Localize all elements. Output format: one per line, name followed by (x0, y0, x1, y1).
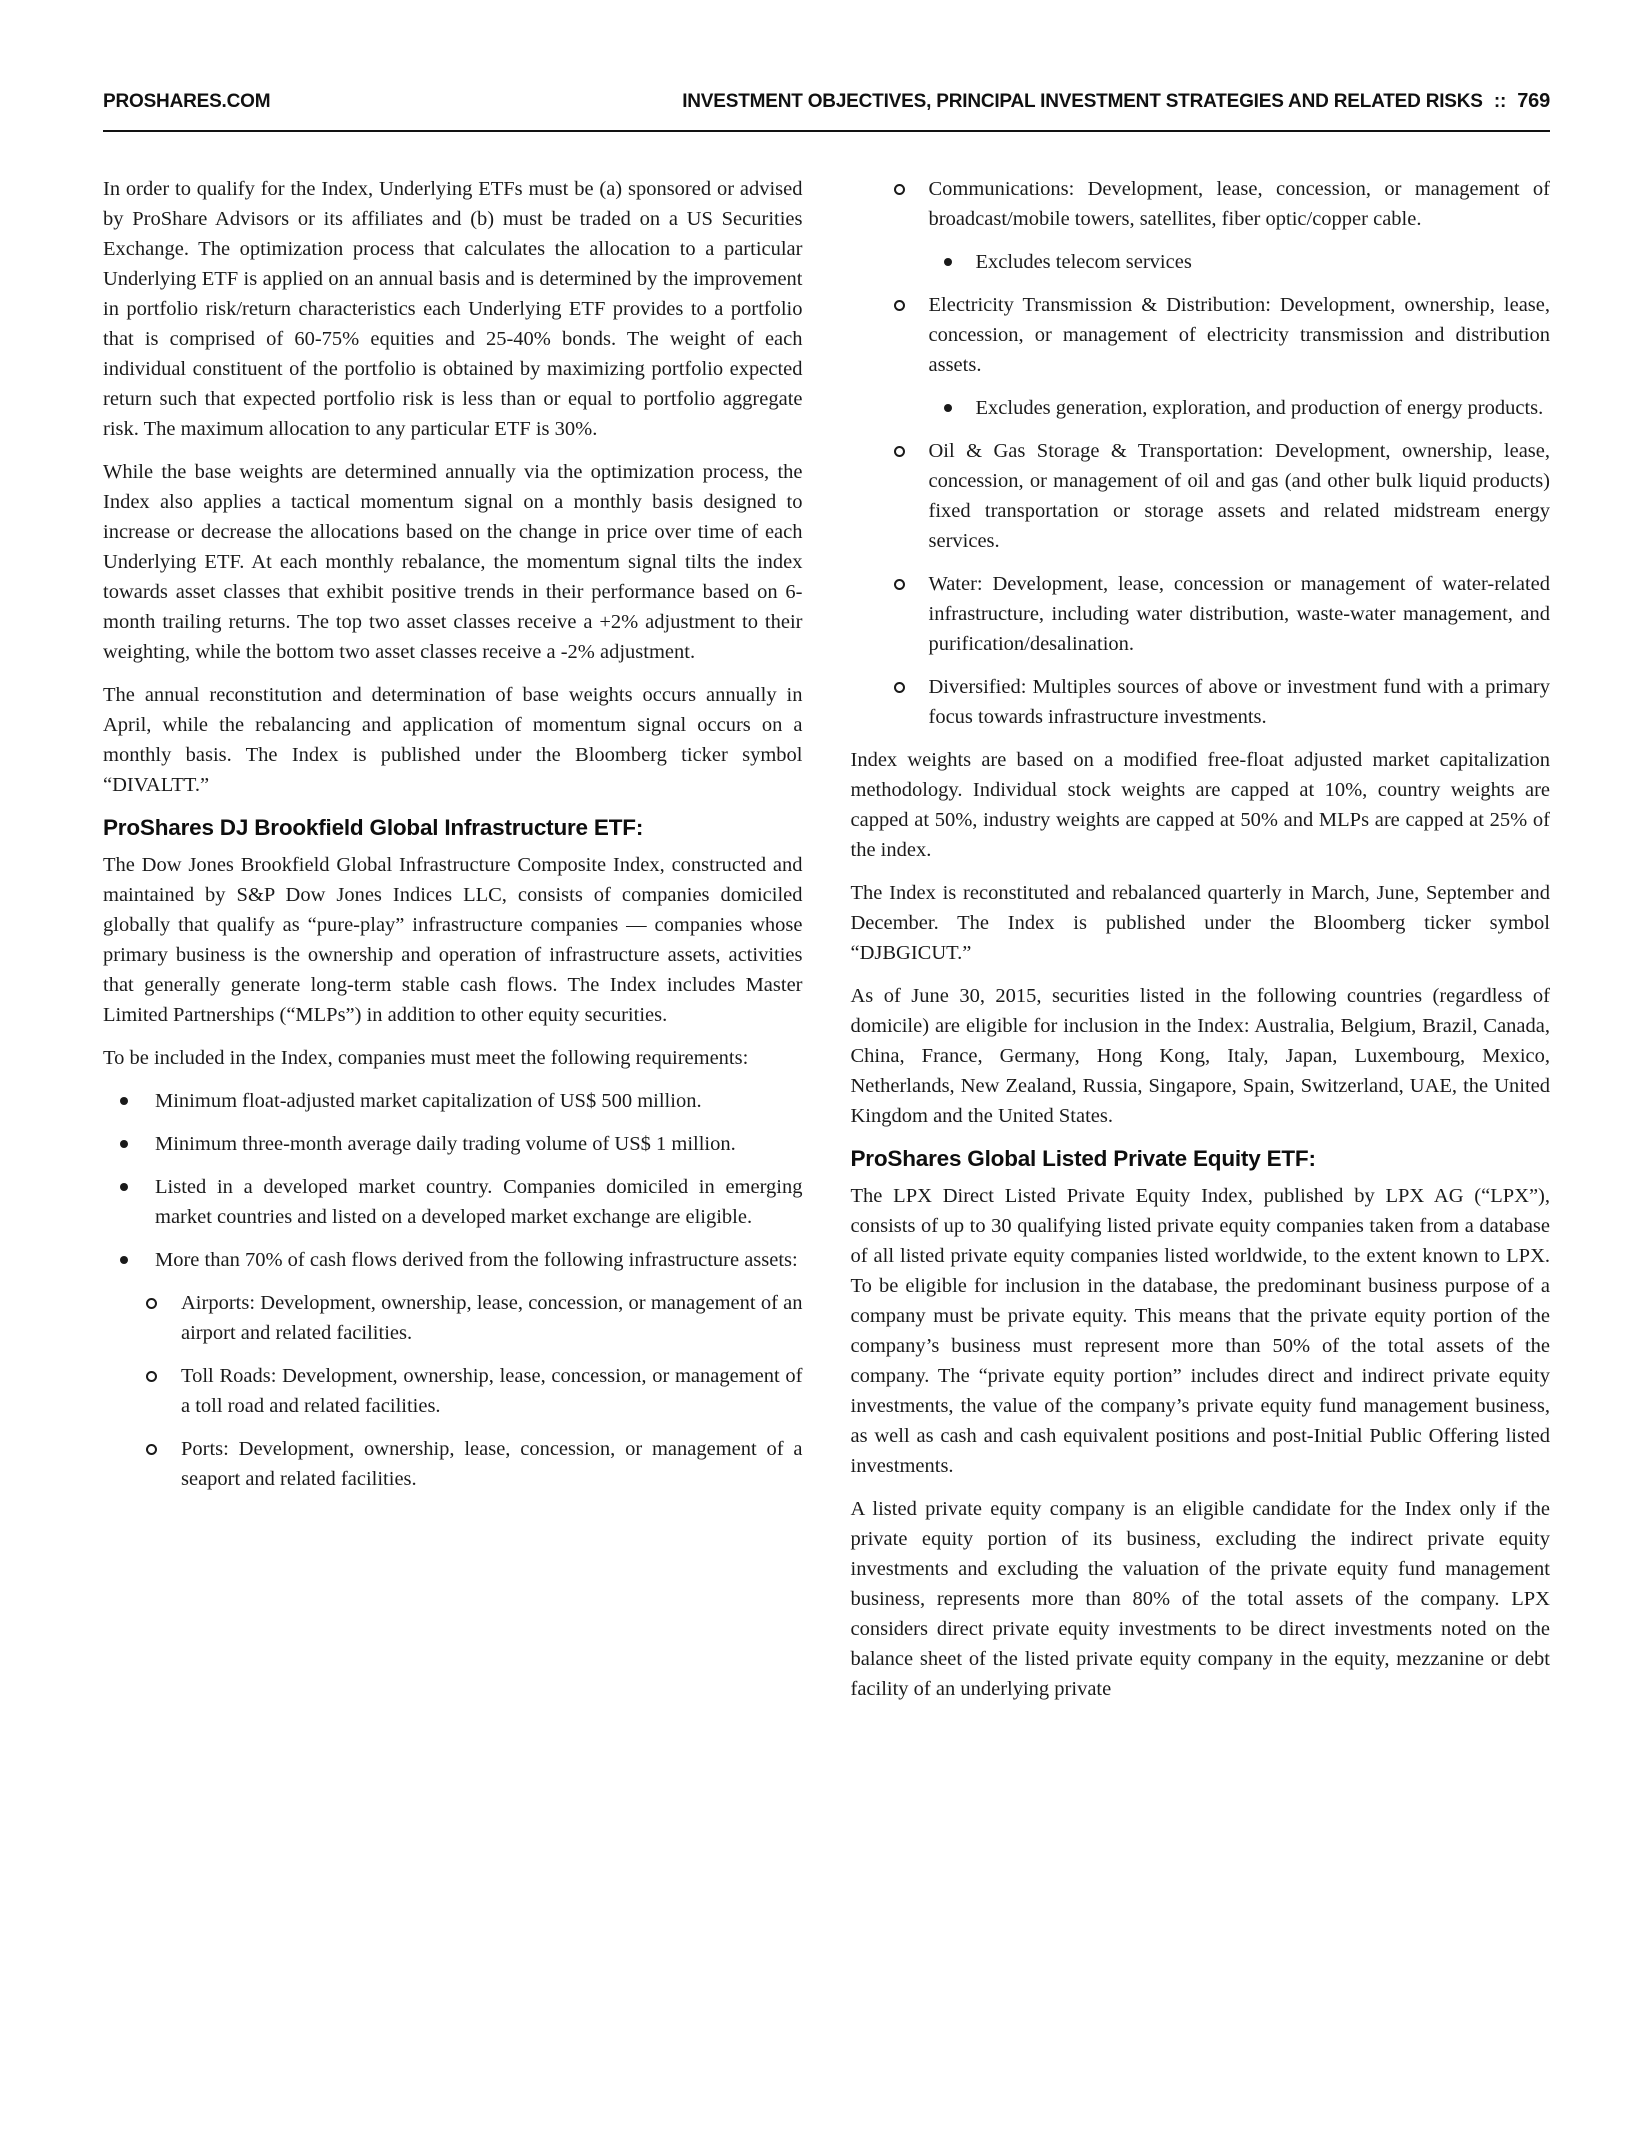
paragraph: Index weights are based on a modified free-float adjusted market capitalization methodology. Individual stock weights are capped at 10%, country weights are capped at 50%, industry weights are capped at 50% and MLPs are capped at 25% of the index. (850, 749, 1550, 861)
circle-bullet-icon (145, 1288, 181, 1348)
bullet-text: Oil & Gas Storage & Transportation: Development, ownership, lease, concession, or management of oil and gas (and other bulk liquid products) fixed transportation or storage assets and related midstream energy services. (928, 440, 1550, 552)
circle-bullet-icon (145, 1434, 181, 1494)
right-column (851, 174, 1551, 1717)
bullet-item (851, 247, 1551, 277)
bullet-icon (943, 247, 976, 277)
site-name: PROSHARES.COM (103, 91, 271, 112)
bullet-text: Diversified: Multiples sources of above or investment fund with a primary focus towards infrastructure investments. (928, 676, 1550, 728)
bullet-item (851, 393, 1551, 423)
paragraph: In order to qualify for the Index, Underlying ETFs must be (a) sponsored or advised by ProShare Advisors or its affiliates and (b) must be traded on a US Securities Exchange. The optimization process that calculates the allocation to a particular Underlying ETF is applied on an annual basis and is determined by the improvement in portfolio risk/return characteristics each Underlying ETF provides to a portfolio that is comprised of 60-75% equities and 25-40% bonds. The weight of each individual constituent of the portfolio is obtained by maximizing portfolio expected return such that expected portfolio risk is less than or equal to portfolio aggregate risk. The maximum allocation to any particular ETF is 30%. (103, 178, 803, 440)
running-header (682, 90, 1550, 113)
paragraph: While the base weights are determined annually via the optimization process, the Index also applies a tactical momentum signal on a monthly basis designed to increase or decrease the allocations based on the change in price over time of each Underlying ETF. At each monthly rebalance, the momentum signal tilts the index towards asset classes that exhibit positive trends in their performance based on 6-month trailing returns. The top two asset classes receive a +2% adjustment to their weighting, while the bottom two asset classes receive a -2% adjustment. (103, 461, 803, 663)
paragraph: A listed private equity company is an eligible candidate for the Index only if the private equity portion of its business, excluding the indirect private equity investments and excluding the valuation of the private equity fund management business, represents more than 80% of the total assets of the company. LPX considers direct private equity investments to be direct investments noted on the balance sheet of the listed private equity company in the equity, mezzanine or debt facility of an underlying private (850, 1498, 1550, 1700)
bullet-item (103, 1086, 803, 1116)
circle-bullet-item (103, 1288, 803, 1348)
bullet-icon (119, 1129, 155, 1159)
paragraph: The Index is reconstituted and rebalanced quarterly in March, June, September and December. The Index is published under the Bloomberg ticker symbol “DJBGICUT.” (850, 882, 1550, 964)
bullet-text: Excludes telecom services (975, 251, 1192, 273)
paragraph: The Dow Jones Brookfield Global Infrastructure Composite Index, constructed and maintained by S&P Dow Jones Indices LLC, consists of companies domiciled globally that qualify as “pure-play” infrastructure companies — companies whose primary business is the ownership and operation of infrastructure assets, activities that generally generate long-term stable cash flows. The Index includes Master Limited Partnerships (“MLPs”) in addition to other equity securities. (103, 854, 803, 1026)
header-separator: :: (1493, 91, 1507, 112)
paragraph: To be included in the Index, companies must meet the following requirements: (103, 1047, 749, 1069)
bullet-text: Toll Roads: Development, ownership, lease, concession, or management of a toll road and related facilities. (181, 1365, 803, 1417)
section-heading: ProShares Global Listed Private Equity ETF: (850, 1146, 1316, 1171)
circle-bullet-item (103, 1434, 803, 1494)
bullet-text: Airports: Development, ownership, lease, concession, or management of an airport and related facilities. (181, 1292, 803, 1344)
circle-bullet-item (851, 290, 1551, 380)
bullet-text: Minimum three-month average daily trading volume of US$ 1 million. (155, 1133, 736, 1155)
circle-bullet-icon (893, 569, 929, 659)
circle-bullet-icon (893, 672, 929, 732)
bullet-icon (119, 1086, 155, 1116)
circle-bullet-icon (893, 436, 929, 556)
two-column-body (103, 174, 1550, 1717)
paragraph: As of June 30, 2015, securities listed in the following countries (regardless of domicile) are eligible for inclusion in the Index: Australia, Belgium, Brazil, Canada, China, France, Germany, Hong Kong, Italy, Japan, Luxembourg, Mexico, Netherlands, New Zealand, Russia, Singapore, Spain, Switzerland, UAE, the United Kingdom and the United States. (850, 985, 1550, 1127)
bullet-text: Listed in a developed market country. Companies domiciled in emerging market countries and listed on a developed market exchange are eligible. (155, 1176, 803, 1228)
bullet-item (103, 1129, 803, 1159)
page-header (103, 90, 1550, 113)
bullet-text: Minimum float-adjusted market capitalization of US$ 500 million. (155, 1090, 702, 1112)
left-column (103, 174, 803, 1717)
page-number: 769 (1517, 90, 1550, 112)
bullet-icon (119, 1172, 155, 1232)
paragraph: The LPX Direct Listed Private Equity Index, published by LPX AG (“LPX”), consists of up to 30 qualifying listed private equity companies taken from a database of all listed private equity companies listed worldwide, to the extent known to LPX. To be eligible for inclusion in the database, the predominant business purpose of a company must be private equity. This means that the private equity portion of the company’s business must represent more than 50% of the total assets of the company. The “private equity portion” includes direct and indirect private equity investments, the value of the company’s private equity fund management business, as well as cash and cash equivalent positions and post-Initial Public Offering listed investments. (850, 1185, 1550, 1477)
bullet-text: Electricity Transmission & Distribution: Development, ownership, lease, concession, or management of electricity transmission and distribution assets. (928, 294, 1550, 376)
bullet-item (103, 1172, 803, 1232)
circle-bullet-icon (893, 290, 929, 380)
circle-bullet-item (103, 1361, 803, 1421)
bullet-text: Excludes generation, exploration, and production of energy products. (975, 397, 1544, 419)
section-heading: ProShares DJ Brookfield Global Infrastructure ETF: (103, 815, 644, 840)
paragraph: The annual reconstitution and determination of base weights occurs annually in April, while the rebalancing and application of momentum signal occurs on a monthly basis. The Index is published under the Bloomberg ticker symbol “DIVALTT.” (103, 684, 803, 796)
bullet-icon (943, 393, 976, 423)
bullet-text: Communications: Development, lease, concession, or management of broadcast/mobile towers, satellites, fiber optic/copper cable. (928, 178, 1550, 230)
bullet-text: More than 70% of cash flows derived from the following infrastructure assets: (155, 1249, 798, 1271)
bullet-item (103, 1245, 803, 1275)
bullet-icon (119, 1245, 155, 1275)
circle-bullet-item (851, 436, 1551, 556)
section-title: INVESTMENT OBJECTIVES, PRINCIPAL INVESTMENT STRATEGIES AND RELATED RISKS (682, 91, 1483, 112)
bullet-text: Water: Development, lease, concession or management of water-related infrastructure, including water distribution, waste-water management, and purification/desalination. (928, 573, 1550, 655)
header-rule (103, 130, 1550, 132)
circle-bullet-item (851, 174, 1551, 234)
circle-bullet-item (851, 569, 1551, 659)
circle-bullet-item (851, 672, 1551, 732)
bullet-text: Ports: Development, ownership, lease, concession, or management of a seaport and related facilities. (181, 1438, 803, 1490)
circle-bullet-icon (145, 1361, 181, 1421)
circle-bullet-icon (893, 174, 929, 234)
